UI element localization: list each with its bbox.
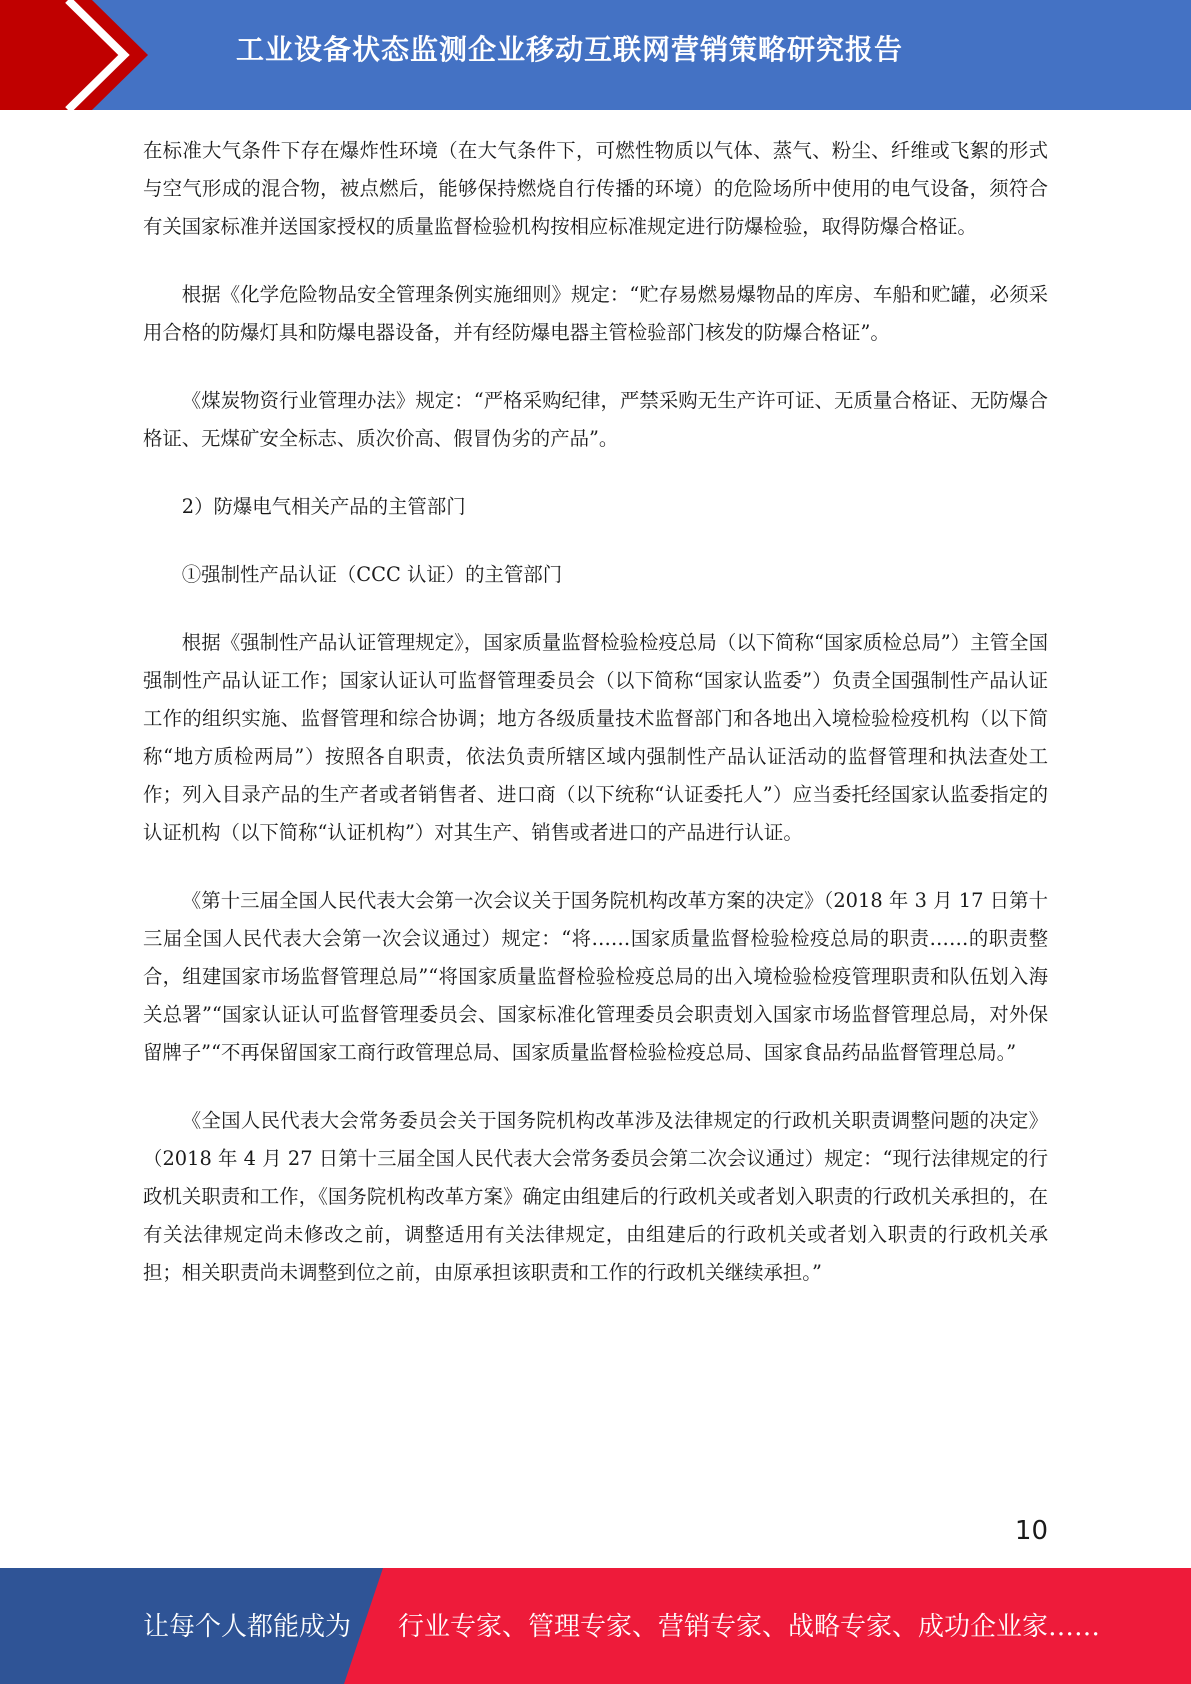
page-number: 10 bbox=[1014, 1516, 1048, 1546]
paragraph: 《煤炭物资行业管理办法》规定：“严格采购纪律，严禁采购无生产许可证、无质量合格证、无防爆合格证、无煤矿安全标志、质次价高、假冒伪劣的产品”。 bbox=[143, 389, 1048, 450]
header-arrow-decoration bbox=[0, 0, 260, 110]
page-footer bbox=[0, 1568, 1191, 1684]
paragraph: 《全国人民代表大会常务委员会关于国务院机构改革涉及法律规定的行政机关职责调整问题的决定》（2018 年 4 月 27 日第十三届全国人民代表大会常务委员会第二次会议通过）规定：“现行法律规定的行政机关职责和工作，《国务院机构改革方案》确定由组建后的行政机关或者划入职责的行政机关承担的，在有关法律规定尚未修改之前，调整适用有关法律规定，由组建后的行政机关或者划入职责的行政机关承担；相关职责尚未调整到位之前，由原承担该职责和工作的行政机关继续承担。” bbox=[143, 1109, 1048, 1284]
footer-slogan-left: 让每个人都能成为 bbox=[143, 1612, 352, 1642]
subsection-heading: ①强制性产品认证（CCC 认证）的主管部门 bbox=[181, 563, 563, 586]
document-body bbox=[143, 132, 1048, 1322]
paragraph: 根据《强制性产品认证管理规定》，国家质量监督检验检疫总局（以下简称“国家质检总局”）主管全国强制性产品认证工作；国家认证认可监督管理委员会（以下简称“国家认监委”）负责全国强制性产品认证工作的组织实施、监督管理和综合协调；地方各级质量技术监督部门和各地出入境检验检疫机构（以下简称“地方质检两局”）按照各自职责，依法负责所辖区域内强制性产品认证活动的监督管理和执法查处工作；列入目录产品的生产者或者销售者、进口商（以下统称“认证委托人”）应当委托经国家认监委指定的认证机构（以下简称“认证机构”）对其生产、销售或者进口的产品进行认证。 bbox=[143, 631, 1048, 844]
footer-slogan-right: 行业专家、管理专家、营销专家、战略专家、成功企业家…… bbox=[398, 1612, 1101, 1642]
paragraph: 根据《化学危险物品安全管理条例实施细则》规定：“贮存易燃易爆物品的库房、车船和贮罐，必须采用合格的防爆灯具和防爆电器设备，并有经防爆电器主管检验部门核发的防爆合格证”。 bbox=[143, 283, 1048, 344]
paragraph: 在标准大气条件下存在爆炸性环境（在大气条件下，可燃性物质以气体、蒸气、粉尘、纤维或飞絮的形式与空气形成的混合物，被点燃后，能够保持燃烧自行传播的环境）的危险场所中使用的电气设备，须符合有关国家标准并送国家授权的质量监督检验机构按相应标准规定进行防爆检验，取得防爆合格证。 bbox=[143, 139, 1048, 238]
paragraph: 《第十三届全国人民代表大会第一次会议关于国务院机构改革方案的决定》（2018 年 3 月 17 日第十三届全国人民代表大会第一次会议通过）规定：“将……国家质量监督检验检疫总局的职责……的职责整合，组建国家市场监督管理总局”“将国家质量监督检验检疫总局的出入境检验检疫管理职责和队伍划入海关总署”“国家认证认可监督管理委员会、国家标准化管理委员会职责划入国家市场监督管理总局，对外保留牌子”“不再保留国家工商行政管理总局、国家质量监督检验检疫总局、国家食品药品监督管理总局。” bbox=[143, 889, 1048, 1064]
page-header bbox=[0, 0, 1191, 110]
report-title: 工业设备状态监测企业移动互联网营销策略研究报告 bbox=[236, 33, 904, 66]
section-heading: 2）防爆电气相关产品的主管部门 bbox=[181, 495, 466, 518]
